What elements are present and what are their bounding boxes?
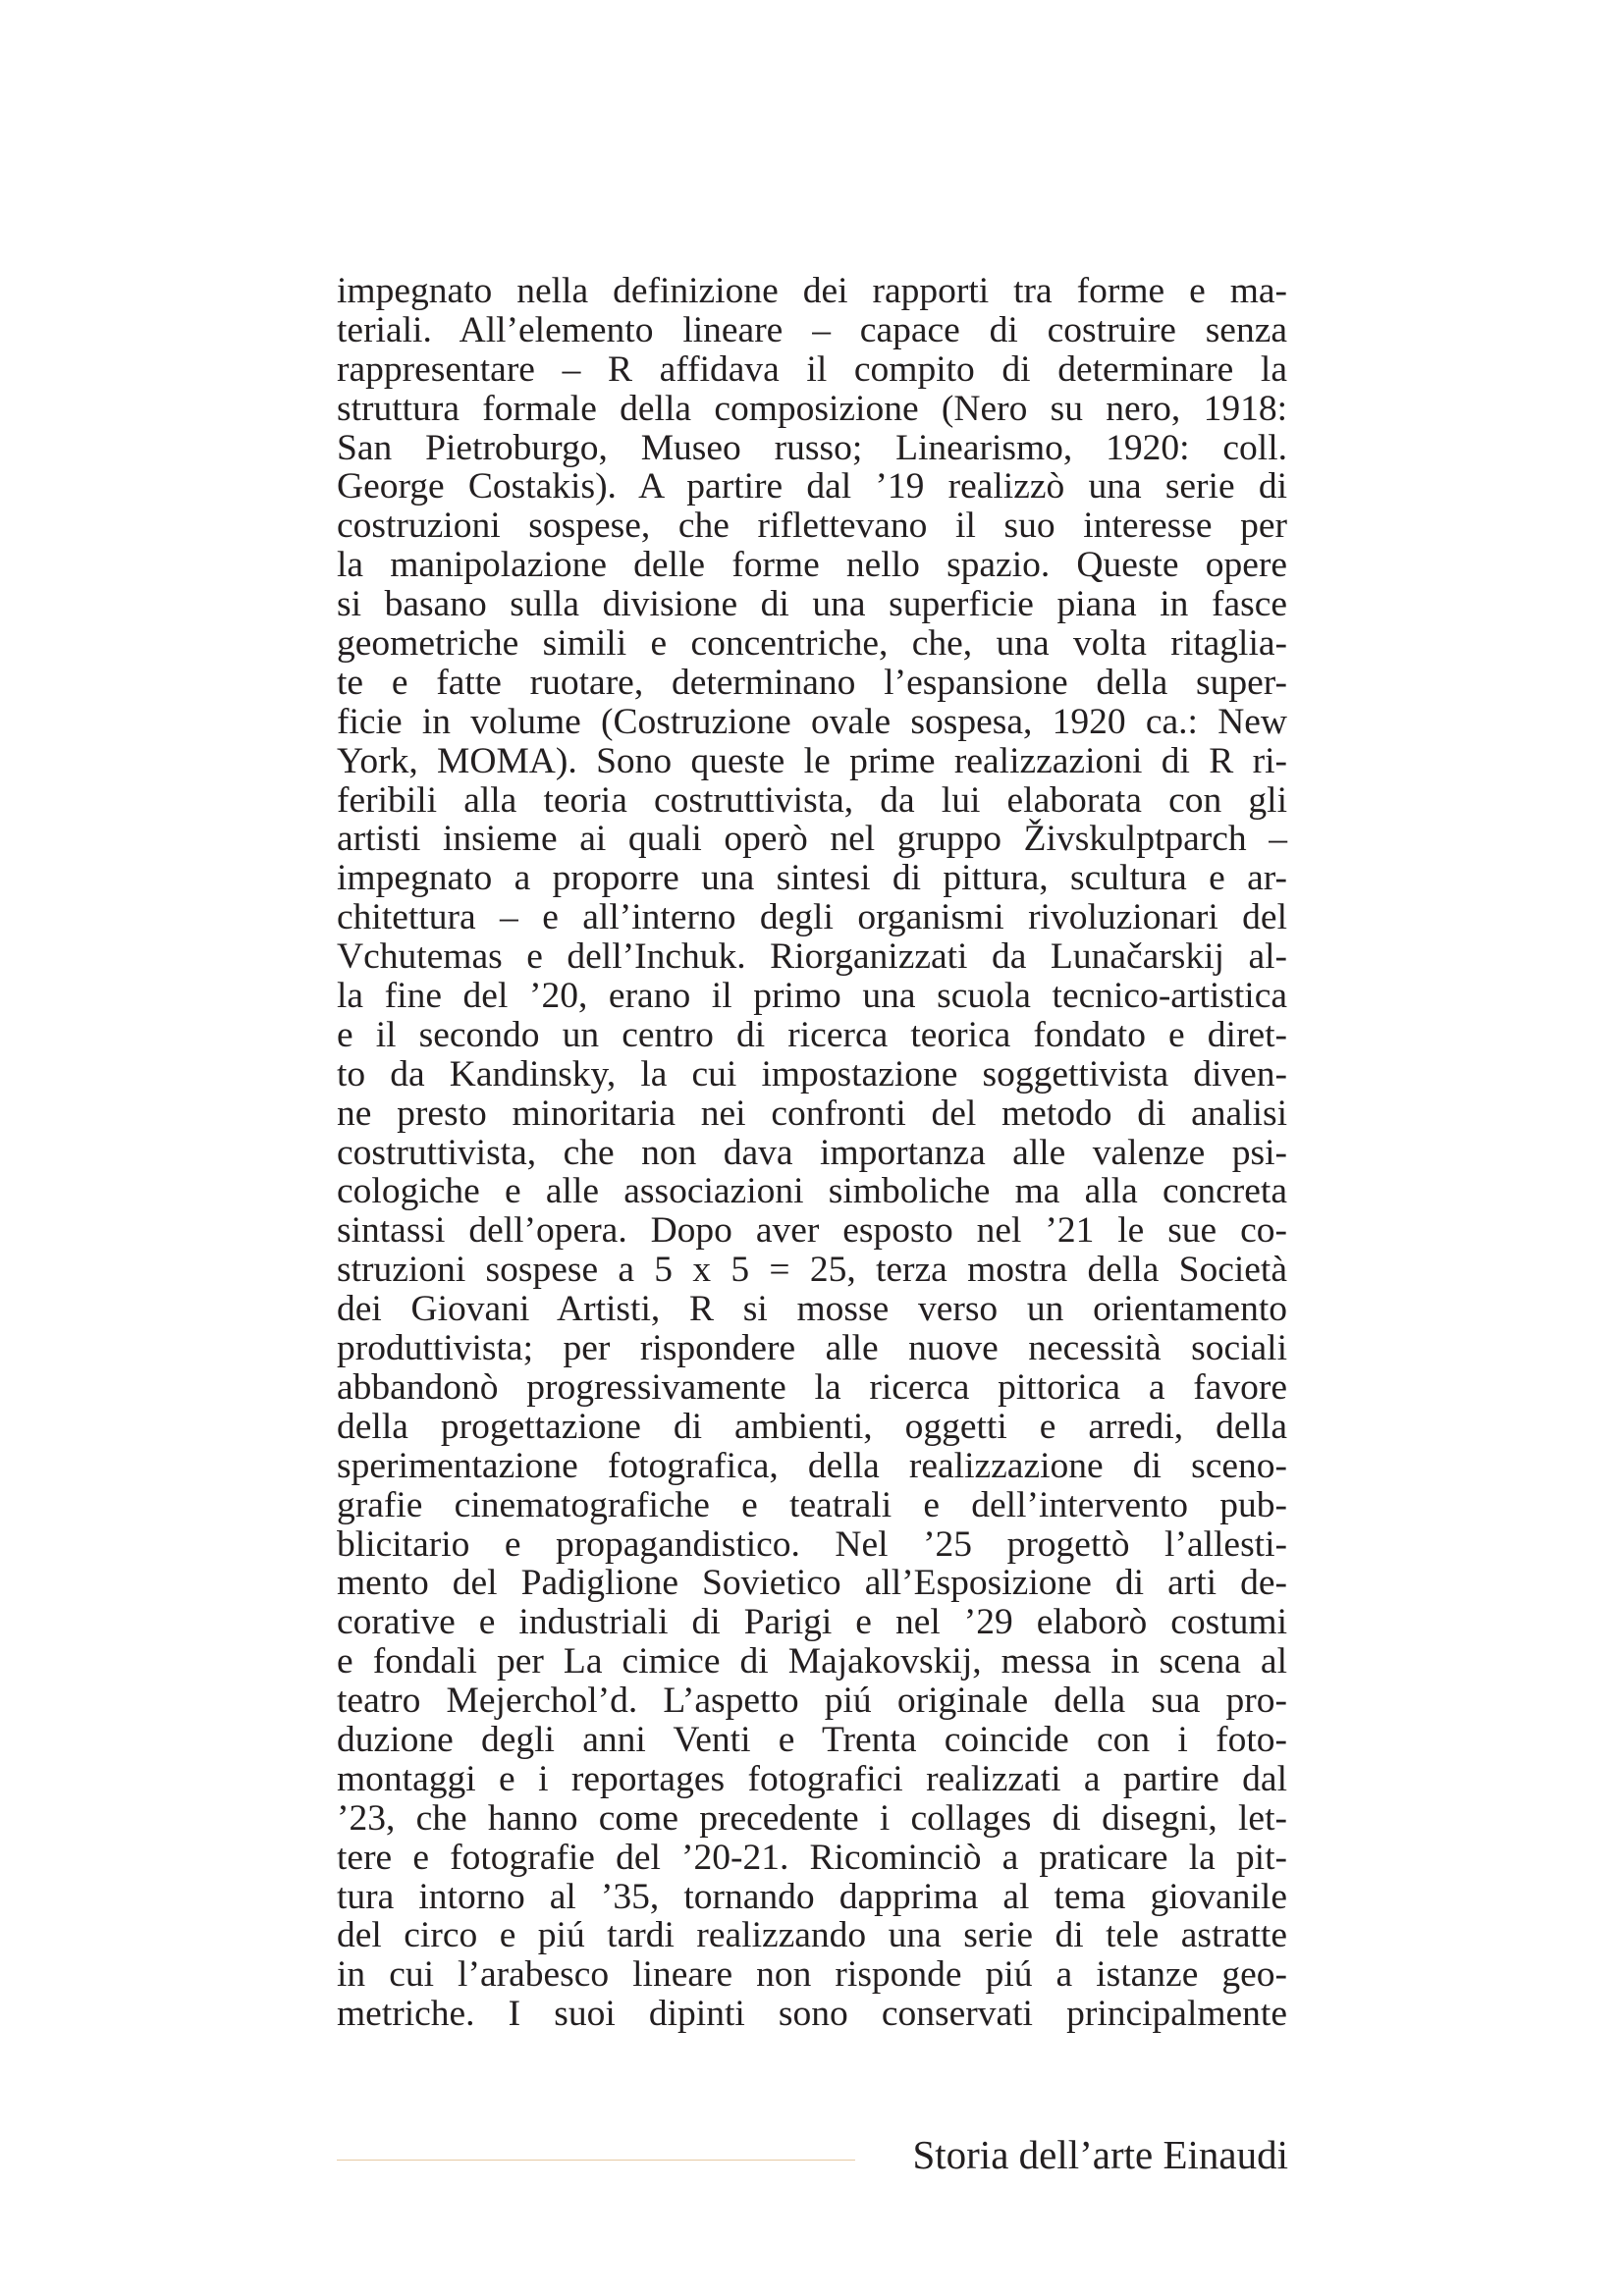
text-line: cologiche e alle associazioni simboliche ma alla concreta bbox=[337, 1171, 1287, 1212]
text-line: ne presto minoritaria nei confronti del metodo di analisi bbox=[337, 1093, 1287, 1134]
text-line: la fine del ’20, erano il primo una scuola tecnico-artistica bbox=[337, 976, 1287, 1017]
text-line: dei Giovani Artisti, R si mosse verso un orientamento bbox=[337, 1289, 1287, 1330]
text-line: struttura formale della composizione (Nero su nero, 1918: bbox=[337, 388, 1287, 429]
text-line: metriche. I suoi dipinti sono conservati principalmente bbox=[337, 1994, 1287, 2035]
text-line: struzioni sospese a 5 x 5 = 25, terza mostra della Società bbox=[337, 1250, 1287, 1291]
text-line: costruttivista, che non dava importanza alle valenze psi- bbox=[337, 1132, 1287, 1173]
text-line: produttivista; per rispondere alle nuove necessità sociali bbox=[337, 1328, 1287, 1369]
text-line: la manipolazione delle forme nello spazio. Queste opere bbox=[337, 545, 1287, 586]
text-line: teatro Mejerchol’d. L’aspetto piú originale della sua pro- bbox=[337, 1681, 1287, 1722]
text-line: te e fatte ruotare, determinano l’espansione della super- bbox=[337, 662, 1287, 703]
text-line: York, MOMA). Sono queste le prime realizzazioni di R ri- bbox=[337, 740, 1287, 781]
text-line: costruzioni sospese, che riflettevano il suo interesse per bbox=[337, 506, 1287, 547]
text-line: blicitario e propagandistico. Nel ’25 progettò l’allesti- bbox=[337, 1523, 1287, 1565]
text-line: e il secondo un centro di ricerca teorica fondato e diret- bbox=[337, 1014, 1287, 1055]
text-line: geometriche simili e concentriche, che, una volta ritaglia- bbox=[337, 623, 1287, 665]
text-line: impegnato a proporre una sintesi di pittura, scultura e ar- bbox=[337, 858, 1287, 899]
text-line: to da Kandinsky, la cui impostazione soggettivista diven- bbox=[337, 1053, 1287, 1095]
text-line: del circo e piú tardi realizzando una serie di tele astratte bbox=[337, 1915, 1287, 1956]
text-line: San Pietroburgo, Museo russo; Linearismo, 1920: coll. bbox=[337, 427, 1287, 468]
text-line: abbandonò progressivamente la ricerca pittorica a favore bbox=[337, 1366, 1287, 1408]
text-line: duzione degli anni Venti e Trenta coincide con i foto- bbox=[337, 1719, 1287, 1760]
text-line: teriali. All’elemento lineare – capace di costruire senza bbox=[337, 309, 1287, 350]
text-line: e fondali per La cimice di Majakovskij, messa in scena al bbox=[337, 1641, 1287, 1682]
text-line: ’23, che hanno come precedente i collages di disegni, let- bbox=[337, 1797, 1287, 1839]
body-text bbox=[337, 272, 1287, 2034]
text-line: Vchutemas e dell’Inchuk. Riorganizzati da Lunačarskij al- bbox=[337, 936, 1287, 978]
text-line: impegnato nella definizione dei rapporti tra forme e ma- bbox=[337, 271, 1287, 311]
text-line: sintassi dell’opera. Dopo aver esposto nel ’21 le sue co- bbox=[337, 1210, 1287, 1252]
footer-title: Storia dell’arte Einaudi bbox=[912, 2132, 1288, 2177]
text-line: corative e industriali di Parigi e nel ’29 elaborò costumi bbox=[337, 1602, 1287, 1643]
text-line: tere e fotografie del ’20-21. Ricominciò a praticare la pit- bbox=[337, 1837, 1287, 1878]
text-line: grafie cinematografiche e teatrali e dell’intervento pub- bbox=[337, 1484, 1287, 1525]
text-line: della progettazione di ambienti, oggetti e arredi, della bbox=[337, 1406, 1287, 1447]
text-line: artisti insieme ai quali operò nel gruppo Živskulptparch – bbox=[337, 819, 1287, 860]
text-line: feribili alla teoria costruttivista, da lui elaborata con gli bbox=[337, 779, 1287, 821]
text-line: ficie in volume (Costruzione ovale sospesa, 1920 ca.: New bbox=[337, 701, 1287, 742]
text-line: mento del Padiglione Sovietico all’Esposizione di arti de- bbox=[337, 1563, 1287, 1604]
text-line: sperimentazione fotografica, della realizzazione di sceno- bbox=[337, 1445, 1287, 1486]
footer-rule bbox=[337, 2160, 855, 2161]
text-line: rappresentare – R affidava il compito di determinare la bbox=[337, 348, 1287, 390]
text-line: George Costakis). A partire dal ’19 realizzò una serie di bbox=[337, 466, 1287, 507]
text-line: tura intorno al ’35, tornando dapprima al tema giovanile bbox=[337, 1876, 1287, 1917]
text-line: chitettura – e all’interno degli organismi rivoluzionari del bbox=[337, 897, 1287, 938]
text-line: si basano sulla divisione di una superficie piana in fasce bbox=[337, 584, 1287, 625]
text-line: in cui l’arabesco lineare non risponde piú a istanze geo- bbox=[337, 1954, 1287, 1996]
text-line: montaggi e i reportages fotografici realizzati a partire dal bbox=[337, 1758, 1287, 1799]
